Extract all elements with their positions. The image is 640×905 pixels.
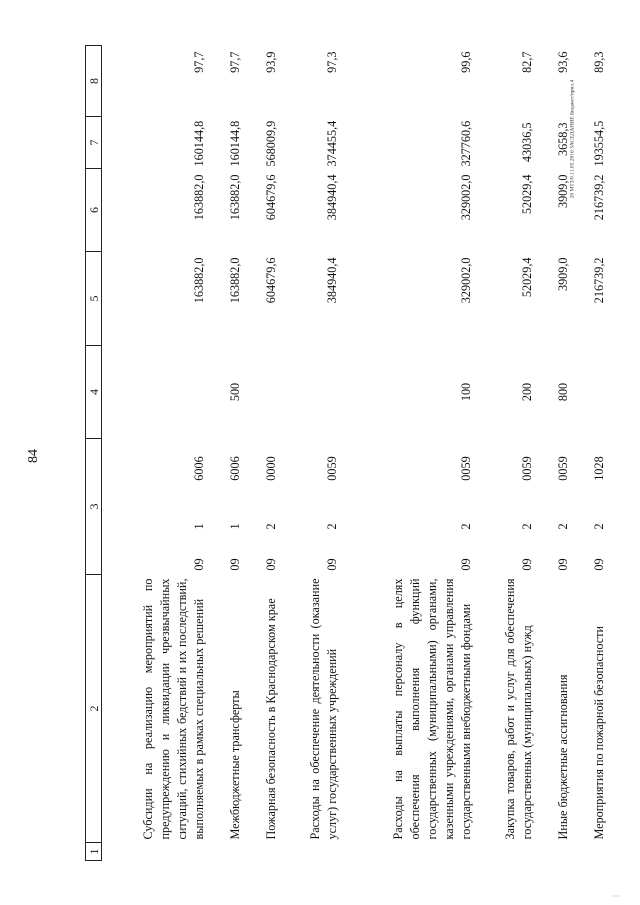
col-header-4: 4	[86, 345, 102, 438]
row-name: Мероприятия по пожарной безопасности	[592, 625, 606, 840]
value-col-6: 3909,0	[555, 174, 570, 208]
row-name: Субсидии на реализацию мероприятий по предупреждению и ликвидации чрезвычайных ситуаций, стихийных бедствий и их последствий, выполняемых в рамках специальных решений	[140, 578, 206, 840]
value-col-6: 604679,6	[264, 174, 279, 221]
percent-col-8: 97,3	[324, 51, 339, 73]
table-row	[479, 45, 540, 860]
value-col-5: 604679,6	[264, 257, 279, 304]
budget-table	[85, 45, 612, 861]
table-row	[284, 45, 345, 860]
document-code: 20 МТЗ/0.11.05.2016 ЗАСЕДАНИЕ Бюджет/прил.4	[569, 79, 576, 199]
section-code: 09	[592, 558, 606, 571]
page-number: 84	[26, 449, 41, 463]
percent-col-8: 93,6	[555, 51, 570, 73]
row-name: Иные бюджетные ассигнования	[555, 674, 570, 840]
expense-type-code: 100	[459, 382, 474, 402]
row-name: Расходы на выплаты персоналу в целях обеспечения выполнения функций государственных (муниципальными) органами, казенными учреждениями, органами управления государственными внебюджетными фондами	[391, 578, 474, 840]
value-col-5: 3909,0	[555, 257, 570, 291]
expense-type-code: 500	[228, 382, 243, 402]
subsection-code: 2	[555, 523, 570, 530]
percent-col-8: 97,7	[191, 51, 206, 73]
col-header-7: 7	[86, 116, 102, 168]
target-article-code: 0059	[324, 456, 339, 481]
table-row	[345, 45, 479, 860]
value-col-6: 329002,0	[459, 174, 474, 221]
table-row	[576, 45, 612, 860]
section-code: 09	[459, 558, 474, 571]
row-name: Расходы на обеспечение деятельности (оказание услуг) государственных учреждений	[307, 578, 339, 840]
table-row	[248, 45, 284, 860]
target-article-code: 0000	[264, 456, 279, 481]
expense-type-code	[284, 345, 345, 438]
table-row	[212, 45, 248, 860]
empty-cell	[576, 843, 612, 861]
col-header-1: 1	[86, 843, 102, 861]
value-col-7: 160144,8	[228, 120, 243, 167]
percent-col-8: 97,7	[228, 51, 243, 73]
col-header-8: 8	[86, 45, 102, 116]
value-col-6: 216739,2	[592, 174, 606, 221]
row-name: Межбюджетные трансферты	[228, 690, 243, 840]
subsection-code: 2	[324, 523, 339, 530]
section-code: 09	[228, 558, 243, 571]
percent-col-8: 99,6	[459, 51, 474, 73]
percent-col-8: 93,9	[264, 51, 279, 73]
row-name: Пожарная безопасность в Краснодарском крае	[264, 598, 279, 840]
percent-col-8: 89,3	[592, 51, 606, 73]
empty-cell	[284, 843, 345, 861]
target-article-code: 0059	[459, 456, 474, 481]
value-col-6: 163882,0	[228, 174, 243, 221]
col-header-6: 6	[86, 168, 102, 251]
subsection-code: 2	[459, 523, 474, 530]
row-name: Закупка товаров, работ и услуг для обеспечения государственных (муниципальных) нужд	[502, 578, 534, 840]
col-header-5: 5	[86, 251, 102, 345]
empty-cell	[479, 843, 540, 861]
empty-cell	[248, 843, 284, 861]
scan-mark: ···	[612, 892, 620, 901]
section-code: 09	[555, 558, 570, 571]
value-col-5: 163882,0	[228, 257, 243, 304]
value-col-7: 374455,4	[324, 120, 339, 167]
value-col-7: 43036,5	[519, 122, 534, 163]
expense-type-code	[248, 345, 284, 438]
header-row	[86, 45, 102, 860]
empty-cell	[345, 843, 479, 861]
target-article-code: 0059	[555, 456, 570, 481]
col-header-2: 2	[86, 575, 102, 843]
section-code: 09	[191, 558, 206, 571]
subsection-code: 2	[264, 523, 279, 530]
col-header-3: 3	[86, 438, 102, 574]
value-col-6: 52029,4	[519, 174, 534, 215]
target-article-code: 0059	[519, 456, 534, 481]
value-col-5: 163882,0	[191, 257, 206, 304]
section-code: 09	[264, 558, 279, 571]
value-col-5: 216739,2	[592, 257, 606, 304]
expense-type-code: 200	[519, 382, 534, 402]
target-article-code: 6006	[228, 456, 243, 481]
value-col-7: 160144,8	[191, 120, 206, 167]
subsection-code: 1	[191, 523, 206, 530]
table-row	[102, 45, 212, 860]
value-col-7: 193554,5	[592, 120, 606, 167]
value-col-6: 163882,0	[191, 174, 206, 221]
target-article-code: 1028	[592, 456, 606, 481]
subsection-code: 1	[228, 523, 243, 530]
subsection-code: 2	[519, 523, 534, 530]
value-col-5: 384940,4	[324, 257, 339, 304]
empty-cell	[540, 843, 576, 861]
expense-type-code: 800	[555, 382, 570, 402]
value-col-7: 327760,6	[459, 120, 474, 167]
value-col-5: 52029,4	[519, 257, 534, 298]
section-code: 09	[324, 558, 339, 571]
value-col-6: 384940,4	[324, 174, 339, 221]
empty-cell	[102, 843, 212, 861]
expense-type-code	[576, 345, 612, 438]
subsection-code: 2	[592, 523, 606, 530]
percent-col-8: 82,7	[519, 51, 534, 73]
target-article-code: 6006	[191, 456, 206, 481]
empty-cell	[212, 843, 248, 861]
table-row	[540, 45, 576, 860]
expense-type-code	[102, 345, 212, 438]
section-code: 09	[519, 558, 534, 571]
rotated-table-container	[85, 46, 612, 861]
table-body	[102, 45, 613, 860]
value-col-7: 3658,3	[555, 122, 570, 156]
value-col-7: 568009,9	[264, 120, 279, 167]
value-col-5: 329002,0	[459, 257, 474, 304]
